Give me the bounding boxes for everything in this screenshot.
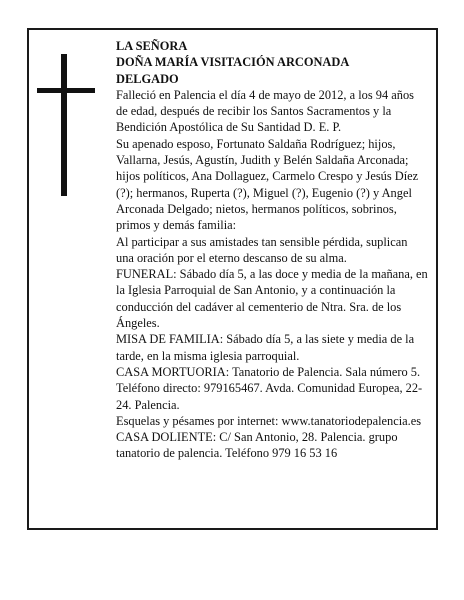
cross-horizontal-bar	[37, 88, 95, 93]
prayer-request-paragraph: Al participar a sus amistades tan sensible pérdida, suplican una oración por el eterno descanso de su alma.	[116, 234, 408, 265]
internet-condolences-paragraph: Esquelas y pésames por internet: www.tanatoriodepalencia.es	[116, 413, 422, 428]
heading-line-2: DOÑA MARÍA VISITACIÓN ARCONADA	[116, 55, 350, 70]
family-paragraph: Su apenado esposo, Fortunato Saldaña Rodríguez; hijos, Vallarna, Jesús, Agustín, Judith y Belén Saldaña Arconada; hijos políticos, Ana Dollaguez, Carmelo Crespo y Jesús Díez (?); hermanos, Ruperta (?), Miguel (?), Eugenio (?) y Angel Arconada Delgado; nietos, hermanos políticos, sobrinos, primos y demás familia:	[116, 136, 419, 233]
heading-line-1: LA SEÑORA	[116, 39, 188, 53]
obituary-text	[116, 38, 428, 462]
funeral-home-paragraph: CASA MORTUORIA: Tanatorio de Palencia. Sala número 5. Teléfono directo: 979165467. Avda. Comunidad Europea, 22-24. Palencia.	[116, 364, 423, 412]
mourning-house-paragraph: CASA DOLIENTE: C/ San Antonio, 28. Palencia. grupo tanatorio de palencia. Teléfono 979 16 53 16	[116, 430, 398, 461]
heading-line-3: DELGADO	[116, 71, 179, 86]
cross-vertical-bar	[61, 54, 67, 196]
death-notice-paragraph: Falleció en Palencia el día 4 de mayo de 2012, a los 94 años de edad, después de recibir los Santos Sacramentos y la Bendición Apostólica de Su Santidad D. E. P.	[116, 87, 414, 135]
funeral-paragraph: FUNERAL: Sábado día 5, a las doce y media de la mañana, en la Iglesia Parroquial de San Antonio, y a continuación la conducción del cadáver al cementerio de Ntra. Sra. de los Ángeles.	[116, 267, 428, 331]
family-mass-paragraph: MISA DE FAMILIA: Sábado día 5, a las siete y media de la tarde, en la misma iglesia parroquial.	[116, 332, 415, 363]
